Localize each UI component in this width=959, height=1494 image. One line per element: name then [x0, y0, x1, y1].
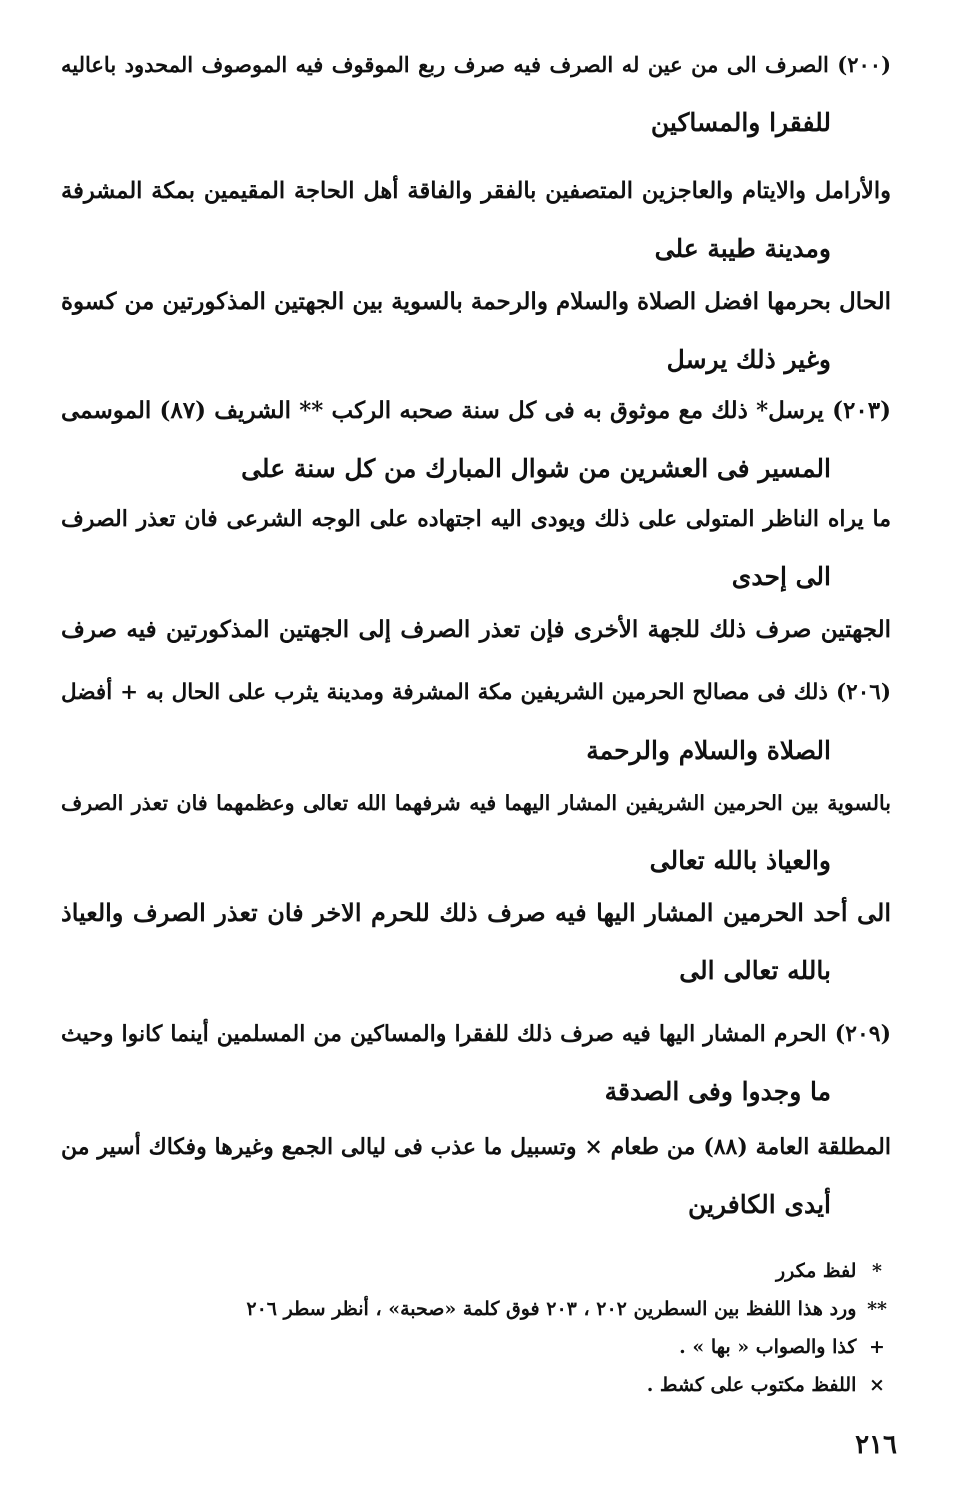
- paragraph-205: [61, 601, 891, 659]
- text-line-continuation: المسير فى العشرين من شوال المبارك من كل سنة على: [241, 454, 831, 483]
- text-line: والأرامل والايتام والعاجزين المتصفين بالفقر والفاقة أهل الحاجة المقيمين بمكة المشرفة: [61, 178, 891, 204]
- text-line: (٢٠٩) الحرم المشار اليها فيه صرف ذلك للفقرا والمساكين من المسلمين أينما كانوا وحيث: [61, 1021, 891, 1047]
- text-line: (٢٠٠) الصرف الى من عين له الصرف فيه صرف ربع الموقوف فيه الموصوف المحدود باعاليه: [61, 52, 891, 77]
- footnote-mark: **: [867, 1298, 887, 1320]
- paragraph-207: [61, 774, 891, 890]
- footnote-text: لفظ مكرر: [775, 1260, 857, 1282]
- footnote-mark: *: [872, 1260, 882, 1282]
- text-line-continuation: بالله تعالى الى: [679, 956, 831, 985]
- footnote: [61, 1290, 891, 1328]
- footnote-text: كذا والصواب « بها » .: [679, 1336, 857, 1358]
- paragraph-201: [61, 162, 891, 278]
- text-line-continuation: ومدينة طيبة على: [654, 234, 831, 263]
- text-line: المطلقة العامة (٨٨) من طعام × وتسبيل ما عذب فى ليالى الجمع وغيرها وفكاك أسير من: [61, 1134, 891, 1160]
- text-line-continuation: الصلاة والسلام والرحمة: [586, 736, 831, 765]
- text-line: (٢٠٣) يرسل* ذلك مع موثوق به فى كل سنة صحبه الركب ** الشريف (٨٧) الموسمى: [61, 397, 891, 424]
- paragraph-200: [61, 36, 891, 152]
- footnotes: [61, 1252, 891, 1404]
- text-line: (٢٠٦) ذلك فى مصالح الحرمين الشريفين مكة المشرفة ومدينة يثرب على الحال به + أفضل: [61, 680, 891, 705]
- paragraph-202: [61, 273, 891, 389]
- paragraph-203: [61, 382, 891, 498]
- paragraph-210: [61, 1118, 891, 1234]
- text-line: ما يراه الناظر المتولى على ذلك ويودى اليه اجتهاده على الوجه الشرعى فان تعذر الصرف: [61, 506, 891, 532]
- footnote-text: اللفظ مكتوب على كشط .: [646, 1374, 857, 1396]
- text-line-continuation: وغير ذلك يرسل: [666, 345, 831, 374]
- footnote-mark: +: [869, 1336, 885, 1358]
- footnote-text: ورد هذا اللفظ بين السطرين ٢٠٢ ، ٢٠٣ فوق كلمة «صحبة» ، أنظر سطر ٢٠٦: [246, 1298, 857, 1320]
- text-line: الحال بحرمها افضل الصلاة والسلام والرحمة بالسوية بين الجهتين المذكورتين من كسوة: [61, 288, 891, 315]
- paragraph-208: [61, 884, 891, 1000]
- footnote: [61, 1328, 891, 1366]
- text-line: الجهتين صرف ذلك للجهة الأخرى فإن تعذر الصرف إلى الجهتين المذكورتين فيه صرف: [61, 616, 891, 643]
- text-line: الى أحد الحرمين المشار اليها فيه صرف ذلك للحرم الاخر فان تعذر الصرف والعياذ: [61, 898, 891, 927]
- text-line-continuation: للفقرا والمساكين: [650, 108, 831, 137]
- paragraph-204: [61, 490, 891, 606]
- text-line-continuation: الى إحدى: [731, 562, 831, 591]
- text-line-continuation: ما وجدوا وفى الصدقة: [604, 1077, 831, 1106]
- page-number: ٢١٦: [855, 1430, 897, 1460]
- paragraph-209: [61, 1005, 891, 1121]
- text-line-continuation: أيدى الكافرين: [687, 1190, 831, 1219]
- footnote: [61, 1366, 891, 1404]
- paragraph-206: [61, 664, 891, 780]
- text-line: بالسوية بين الحرمين الشريفين المشار اليهما فيه شرفهما الله تعالى وعظمهما فان تعذر الصرف: [61, 791, 891, 815]
- footnote: [61, 1252, 891, 1290]
- text-line-continuation: والعياذ بالله تعالى: [649, 846, 831, 875]
- footnote-mark: ×: [869, 1374, 885, 1396]
